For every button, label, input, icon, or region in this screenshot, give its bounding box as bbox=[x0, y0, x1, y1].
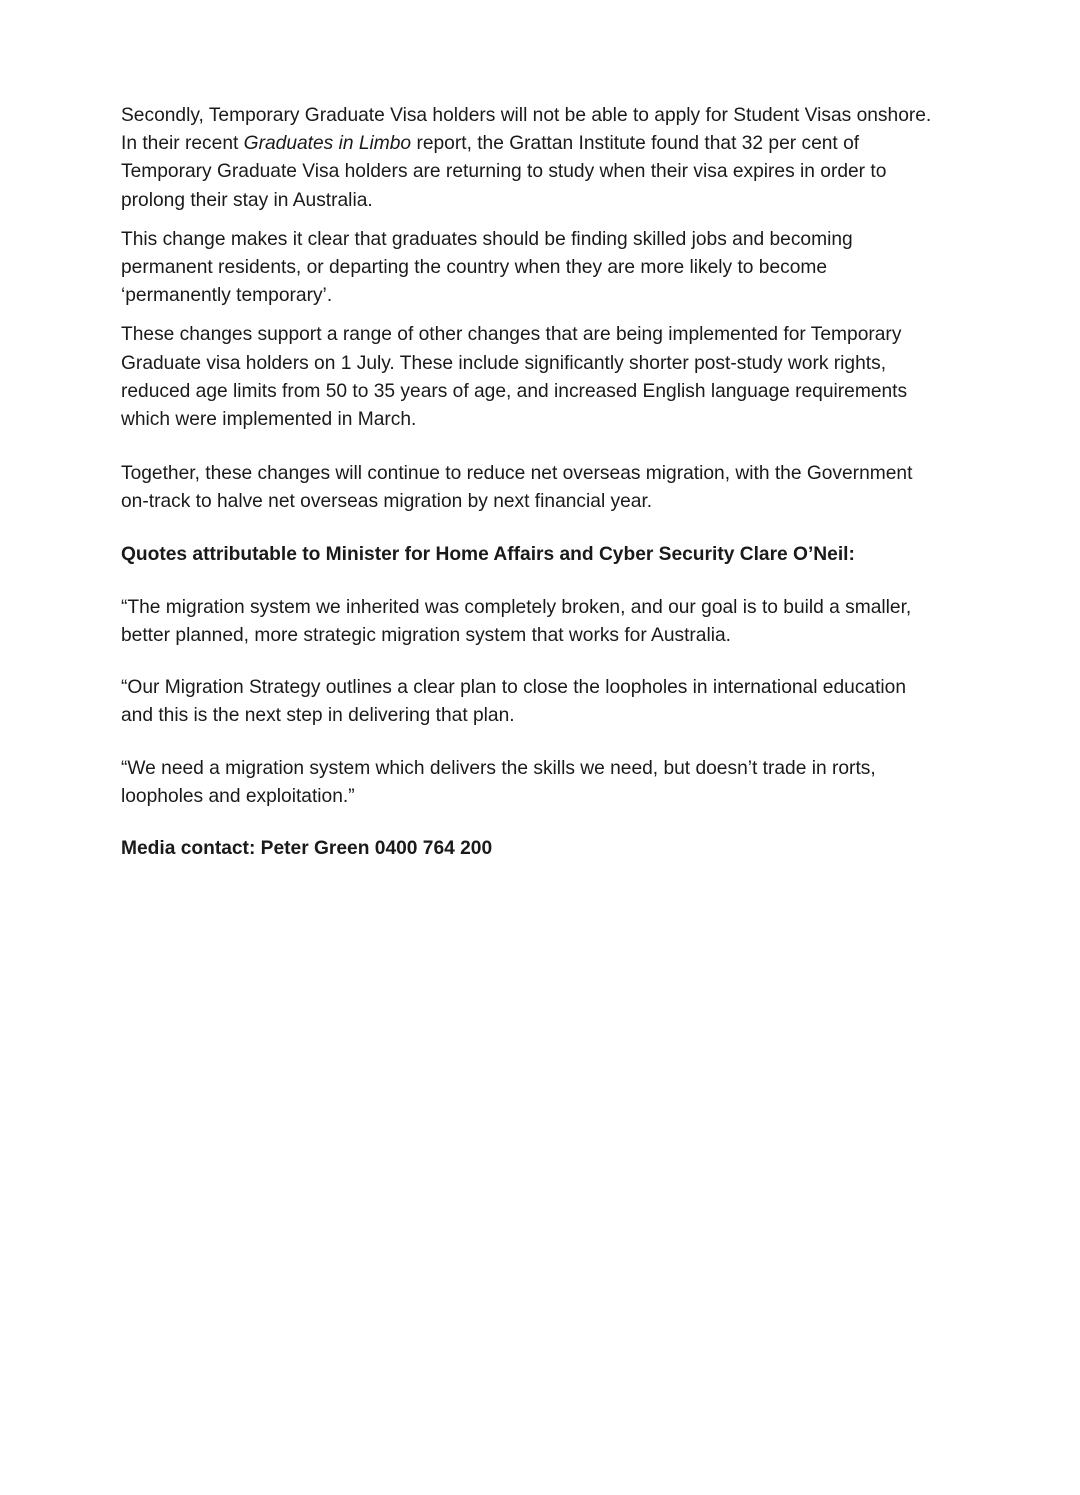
paragraph-net-migration: Together, these changes will continue to reduce net overseas migration, with the Government on-track to halve net overseas migration by next financial year. bbox=[121, 463, 913, 513]
paragraph-student-visas bbox=[121, 102, 941, 215]
paragraph-skilled-jobs: This change makes it clear that graduates should be finding skilled jobs and becoming permanent residents, or departing the country when they are more likely to become ‘permanently temporary’. bbox=[121, 228, 853, 307]
paragraph-text: Secondly, Temporary Graduate Visa holders will not be able to apply for Student Visas onshore. In their recent bbox=[121, 105, 932, 155]
quote-migration-strategy: “Our Migration Strategy outlines a clear plan to close the loopholes in international education and this is the next step in delivering that plan. bbox=[121, 677, 907, 727]
report-title: Graduates in Limbo bbox=[243, 133, 412, 155]
paragraph-text: report, the Grattan Institute found that 32 per cent of Temporary Graduate Visa holders are returning to study when their visa expires in order to prolong their stay in Australia. bbox=[121, 133, 887, 211]
paragraph-other-changes: These changes support a range of other changes that are being implemented for Temporary Graduate visa holders on 1 July. These include significantly shorter post-study work rights, reduced age limits from 50 to 35 years of age, and increased English language requirements which were implemented in March. bbox=[121, 324, 908, 431]
document-page bbox=[121, 102, 941, 863]
quotes-heading: Quotes attributable to Minister for Home Affairs and Cyber Security Clare O’Neil: bbox=[121, 543, 855, 565]
media-contact: Media contact: Peter Green 0400 764 200 bbox=[121, 838, 493, 860]
quote-migration-system: “The migration system we inherited was completely broken, and our goal is to build a smaller, better planned, more strategic migration system that works for Australia. bbox=[121, 596, 912, 647]
quote-skills: “We need a migration system which delivers the skills we need, but doesn’t trade in rorts, loopholes and exploitation.” bbox=[121, 757, 876, 807]
